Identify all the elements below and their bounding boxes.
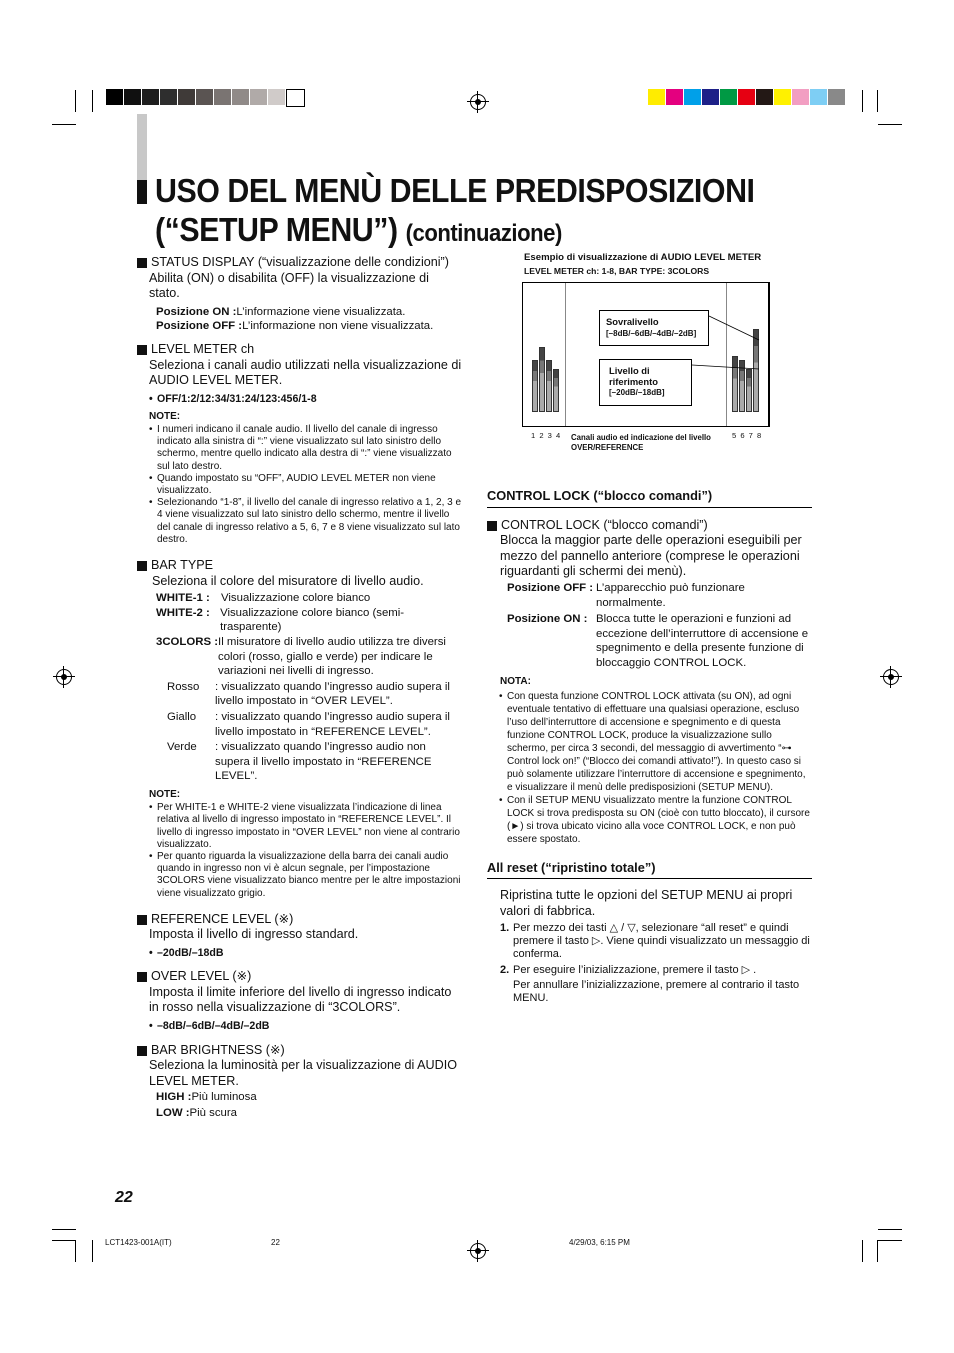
crop-mark: [862, 1240, 863, 1262]
level-meter-desc: Seleziona i canali audio utilizzati nella visualizzazione di AUDIO LEVEL METER.: [149, 357, 462, 388]
doc-code: LCT1423-001A(IT): [105, 1238, 172, 1247]
option-key: 3COLORS :: [156, 635, 219, 648]
over-level-heading: OVER LEVEL (※): [137, 969, 462, 985]
bar-type-notes: [149, 802, 462, 900]
option-key: HIGH :: [156, 1091, 192, 1104]
step-number: 1.: [500, 921, 510, 934]
color-swatch: [828, 89, 845, 105]
color-swatch: [286, 89, 305, 107]
crop-mark: [92, 90, 93, 112]
title-continuation: (continuazione): [405, 220, 562, 247]
color-swatch: [142, 89, 159, 105]
callout-leaders: [523, 283, 768, 426]
note-label: NOTE:: [149, 788, 181, 800]
bar-type-white1: [137, 591, 462, 606]
control-lock-desc: Blocca la maggior parte delle operazioni eseguibili per mezzo del pannello anteriore (comprese le operazioni riguardanti gli schermi dei menù).: [500, 533, 802, 579]
note-item: • Per quanto riguarda la visualizzazione della barra dei canali audio quando in ingresso non vi è alcun segnale, per l’impostazione 3COLORS viene visualizzato bianco mentre per le altre impostazioni viene visualizzato grigio.: [149, 851, 462, 900]
print-date: 4/29/03, 6:15 PM: [569, 1238, 630, 1247]
callout-title: Sovralivello: [606, 316, 659, 327]
registration-mark-icon: [470, 94, 486, 110]
bar-type-verde: [137, 740, 462, 784]
callout-sub: [–20dB/–18dB]: [609, 388, 665, 397]
bar-brightness-desc: Seleziona la luminosità per la visualizzazione di AUDIO LEVEL METER.: [149, 1058, 457, 1088]
crop-mark: [877, 90, 878, 112]
right-channel-numbers: 5 6 7 8: [732, 431, 763, 440]
option-value: Blocca tutte le operazioni e funzioni ad eccezione dell’interruttore di accensione e spegnimento e della presente funzione di bloccaggio CONTROL LOCK.: [596, 613, 809, 669]
option-value: Più luminosa: [191, 1091, 257, 1104]
crop-mark: [52, 1240, 76, 1241]
option-value: : visualizzato quando l’ingresso audio supera il livello impostato in “OVER LEVEL”.: [215, 680, 450, 708]
option-value: Visualizzazione colore bianco (semi-trasparente): [220, 606, 405, 634]
color-swatch: [792, 89, 809, 105]
all-reset-desc: Ripristina tutte le opzioni del SETUP MENU ai propri valori di fabbrica.: [500, 888, 793, 918]
left-column: [137, 255, 462, 1121]
option-key: Rosso: [167, 680, 200, 693]
color-swatch: [250, 89, 267, 105]
level-meter-notes: [149, 424, 462, 546]
over-level-options: • –8dB/–6dB/–4dB/–2dB: [149, 1020, 462, 1033]
bar-type-heading: BAR TYPE: [137, 558, 462, 574]
option-value: Più scura: [189, 1107, 238, 1120]
status-display-desc: Abilita (ON) o disabilita (OFF) la visualizzazione di stato.: [149, 270, 429, 301]
bar-type-desc: Seleziona il colore del misuratore di livello audio.: [152, 573, 424, 588]
option-value: L’informazione non viene visualizzata.: [242, 320, 434, 333]
crop-mark: [75, 90, 76, 112]
reference-level-options: • –20dB/–18dB: [149, 947, 462, 960]
option-value: L’apparecchio può funzionare normalmente.: [596, 581, 745, 609]
status-display-off: [137, 319, 462, 334]
all-reset-section-title: All reset (“ripristino totale”): [487, 860, 812, 880]
control-lock-off: [487, 581, 812, 610]
registration-mark-icon: [56, 669, 72, 685]
crop-mark: [92, 1240, 93, 1262]
crop-mark: [75, 1240, 76, 1262]
note-label: NOTA:: [500, 675, 531, 687]
status-display-heading: STATUS DISPLAY (“visualizzazione delle condizioni”): [137, 255, 462, 271]
option-key: LOW :: [156, 1107, 190, 1120]
color-swatch: [160, 89, 177, 105]
registration-mark-icon: [883, 669, 899, 685]
crop-mark: [52, 1229, 76, 1230]
note-item: • Quando impostato su “OFF”, AUDIO LEVEL METER non viene visualizzato.: [149, 473, 462, 497]
reference-level-heading: REFERENCE LEVEL (※): [137, 912, 462, 928]
bar-brightness-heading: BAR BRIGHTNESS (※): [137, 1043, 462, 1059]
level-meter-heading: LEVEL METER ch: [137, 342, 462, 358]
bar-brightness-low: [137, 1106, 462, 1121]
figure-bottom-label: Canali audio ed indicazione del livello OVER/REFERENCE: [571, 433, 711, 452]
option-value: : visualizzato quando l’ingresso audio supera il livello impostato in “REFERENCE LEVEL”.: [215, 710, 450, 738]
option-key: Giallo: [167, 710, 197, 723]
figure-caption-title: Esempio di visualizzazione di AUDIO LEVEL METER: [524, 252, 762, 263]
color-swatch: [214, 89, 231, 105]
bar-type-white2: [137, 606, 462, 635]
option-key: Posizione ON :: [156, 305, 237, 318]
color-swatch: [684, 89, 701, 105]
control-lock-heading: CONTROL LOCK (“blocco comandi”): [487, 518, 812, 534]
step-text: Per mezzo dei tasti △ / ▽, selezionare “all reset” e quindi premere il tasto ▷. Viene quindi visualizzato un messaggio di conferma.: [513, 921, 810, 960]
option-value: : visualizzato quando l’ingresso audio non supera il livello impostato in “REFERENCE LEVEL”.: [215, 741, 432, 783]
bar-type-rosso: [137, 680, 462, 709]
note-item: • Con il SETUP MENU visualizzato mentre la funzione CONTROL LOCK si trova predisposta su ON (cioè con tutto bloccato), il cursore (►) si trova ubicato vicino alla voce CONTROL LOCK, e non può essere spostato.: [499, 794, 812, 846]
control-lock-notes: [499, 690, 812, 846]
option-value: L’informazione viene visualizzata.: [236, 305, 406, 318]
registration-mark-icon: [470, 1243, 486, 1259]
color-swatch: [666, 89, 683, 105]
color-swatch: [268, 89, 285, 105]
note-label: NOTE:: [149, 410, 181, 422]
option-key: WHITE-2 :: [156, 606, 210, 619]
figure-caption: [524, 252, 814, 278]
crop-mark: [877, 1240, 878, 1262]
step-item: [500, 922, 812, 961]
step-item: [500, 964, 812, 977]
level-meter-figure: [522, 282, 770, 427]
option-value: Visualizzazione colore bianco: [221, 592, 371, 605]
page-number: 22: [115, 1189, 133, 1206]
note-item: • Selezionando “1-8”, il livello del canale di ingresso relativo a 1, 2, 3 e 4 viene visualizzato sul lato sinistro dello schermo, mentre il livello del canale di ingresso relativo a 5, 6, 7 e 8 viene visualizzato sul lato destro.: [149, 497, 462, 546]
option-value: Il misuratore di livello audio utilizza tre diversi colori (rosso, giallo e verde) per indicare le variazioni nei livelli di ingresso.: [218, 635, 446, 678]
note-item: • Per WHITE-1 e WHITE-2 viene visualizzata l’indicazione di linea relativa al livello di ingresso impostato in “REFERENCE LEVEL”. Il livello di ingresso impostato in “OVER LEVEL” non viene al contrario visualizzato.: [149, 802, 462, 851]
step-text: Per annullare l’inizializzazione, premere al contrario il tasto MENU.: [513, 978, 800, 1004]
color-swatch: [196, 89, 213, 105]
status-display-on: [137, 305, 462, 320]
level-meter-options: • OFF/1:2/12:34/31:24/123:456/1-8: [149, 393, 462, 406]
right-column: [487, 488, 812, 1005]
option-key: Posizione OFF :: [156, 320, 243, 333]
color-swatch: [720, 89, 737, 105]
color-swatch: [774, 89, 791, 105]
control-lock-on: [487, 612, 812, 670]
color-swatch: [702, 89, 719, 105]
color-swatch: [106, 89, 123, 105]
all-reset-steps: [500, 922, 812, 1005]
callout-sub: [–8dB/–6dB/–4dB/–2dB]: [606, 329, 697, 338]
bar-type-3colors: [137, 635, 462, 679]
crop-mark: [52, 124, 76, 125]
title-setup-menu: (“SETUP MENU”): [155, 211, 398, 248]
page-title-line2: [155, 211, 562, 249]
reference-level-desc: Imposta il livello di ingresso standard.: [149, 927, 359, 942]
note-item: • I numeri indicano il canale audio. Il livello del canale di ingresso indicato alla sinistra di “:” viene visualizzato sul lato sinistro dello schermo, mentre quello indicato alla destra di “:” viene visualizzato sul lato destro.: [149, 424, 462, 473]
color-swatch: [738, 89, 755, 105]
crop-mark: [878, 1229, 902, 1230]
option-key: Verde: [167, 741, 197, 754]
page-title: USO DEL MENÙ DELLE PREDISPOSIZIONI: [155, 172, 755, 209]
figure-caption-sub: LEVEL METER ch: 1-8, BAR TYPE: 3COLORS: [524, 266, 710, 276]
control-lock-section-title: CONTROL LOCK (“blocco comandi”): [487, 488, 812, 508]
bar-brightness-high: [137, 1090, 462, 1105]
bar-type-giallo: [137, 710, 462, 739]
option-key: WHITE-1 :: [156, 592, 210, 605]
color-swatch: [810, 89, 827, 105]
footer-page: 22: [271, 1238, 280, 1247]
color-swatch: [232, 89, 249, 105]
crop-mark: [862, 90, 863, 112]
option-key: Posizione ON :: [507, 613, 588, 626]
callout-title: Livello di riferimento: [609, 365, 658, 387]
color-swatch: [648, 89, 665, 105]
crop-mark: [878, 124, 902, 125]
color-swatch: [124, 89, 141, 105]
option-key: Posizione OFF :: [507, 581, 594, 594]
title-marker: [137, 180, 147, 204]
step-text: Per eseguire l’inizializzazione, premere il tasto ▷ .: [513, 963, 757, 976]
note-item: • Con questa funzione CONTROL LOCK attivata (su ON), ad ogni eventuale tentativo di effettuare una qualsiasi operazione, escluso l’uso dell’interruttore di accensione e spegnimento e di questa funzione CONTROL LOCK, produce la visualizzazione sullo schermo, per circa 3 secondi, del messaggio di avvertimento “⊶ Control lock on!” (“Blocco dei comandi attivato!”). In questo caso si può solamente utilizzare l’interruttore di accensione e spegnimento, e visualizzare il menù delle predisposizioni (SETUP MENU).: [499, 690, 812, 794]
color-swatch: [178, 89, 195, 105]
over-level-desc: Imposta il limite inferiore del livello di ingresso indicato in rosso nella visualizzazione di “3COLORS”.: [149, 984, 452, 1015]
step-number: 2.: [500, 963, 510, 976]
left-channel-numbers: 1 2 3 4: [531, 431, 562, 440]
crop-mark: [878, 1240, 902, 1241]
color-swatch: [756, 89, 773, 105]
